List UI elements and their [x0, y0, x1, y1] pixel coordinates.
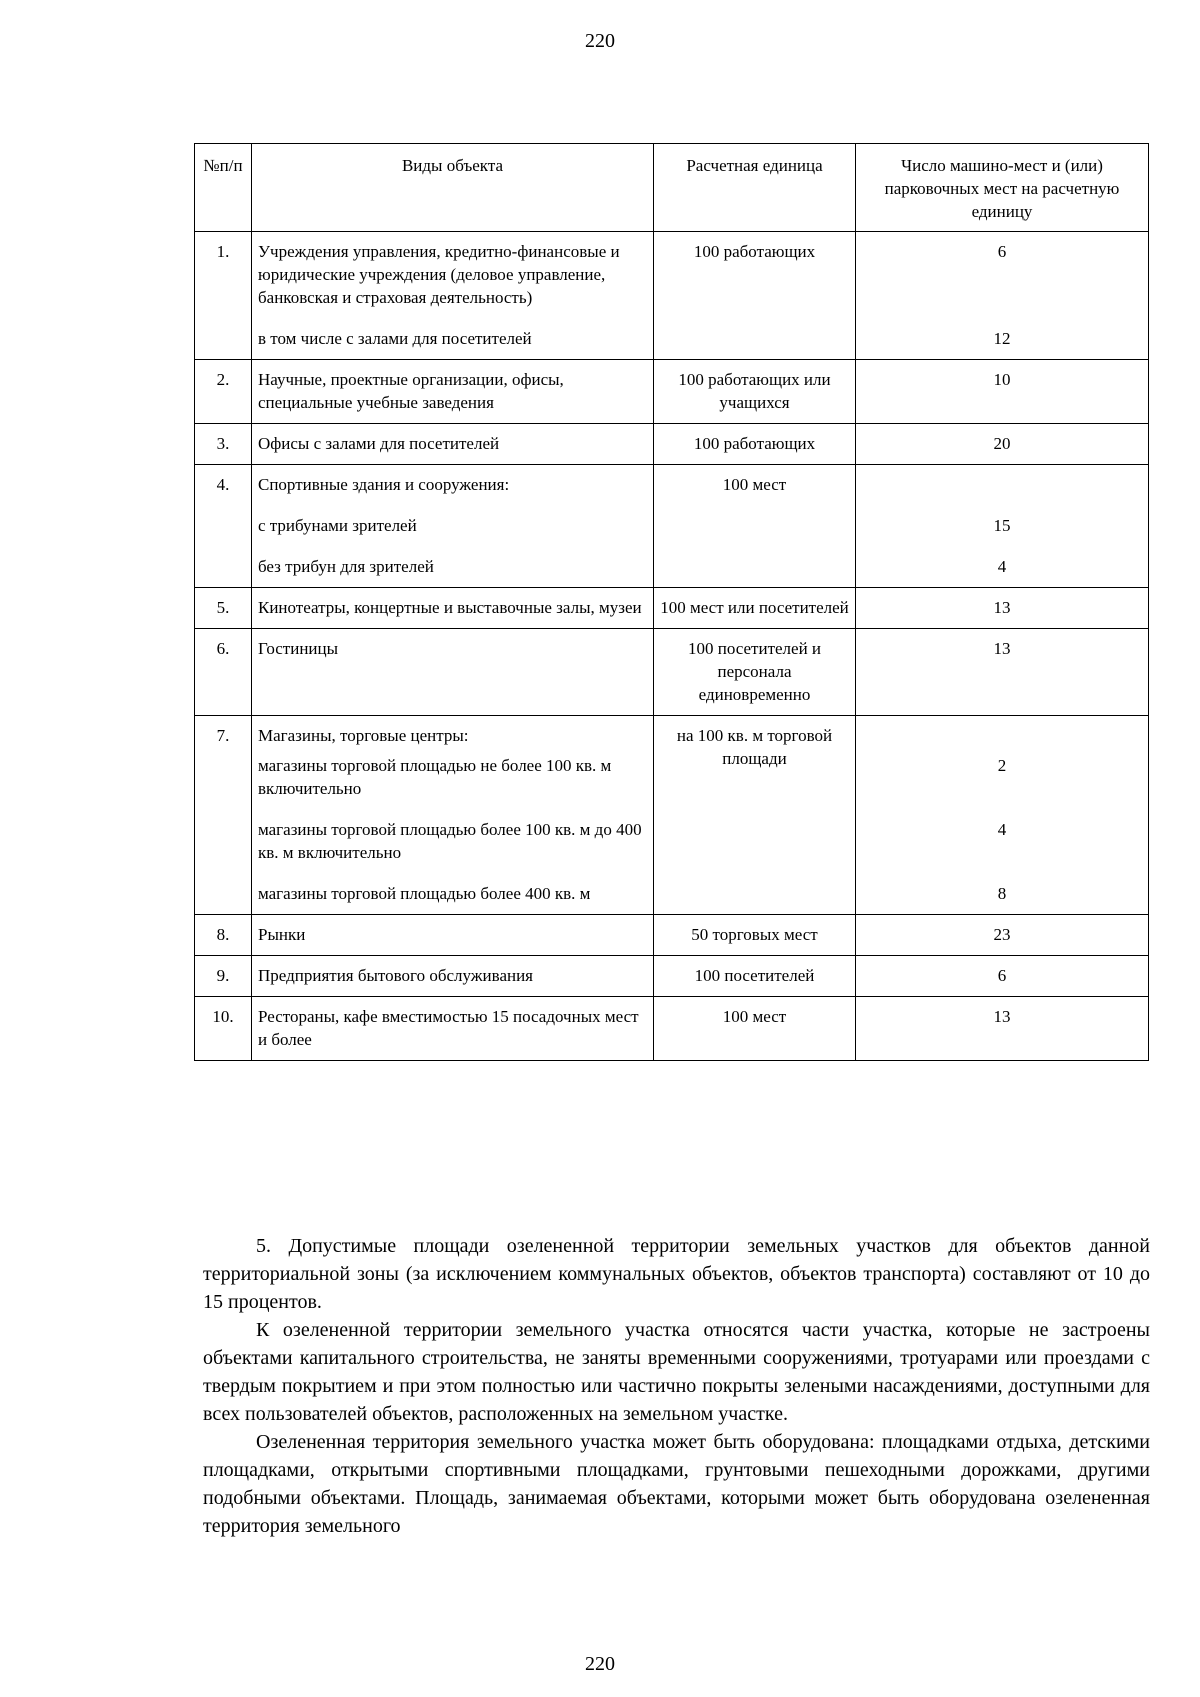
type-line: Предприятия бытового обслуживания: [258, 966, 534, 985]
row-unit: 100 работающих: [654, 424, 856, 465]
type-line: Офисы с залами для посетителей: [258, 434, 500, 453]
header-unit: Расчетная единица: [654, 144, 856, 232]
type-line: Учреждения управления, кредитно-финансовые и юридические учреждения (деловое управление, банковская и страховая деятельность): [258, 242, 620, 307]
value-line: 23: [993, 925, 1011, 944]
value-line: 4: [997, 820, 1007, 839]
table-row: [195, 915, 1149, 956]
row-type: [252, 915, 654, 956]
table-row: [195, 629, 1149, 716]
row-type: [252, 629, 654, 716]
value-line: 4: [997, 557, 1007, 576]
value-line: 15: [993, 516, 1011, 535]
page-number-top: 220: [585, 30, 615, 52]
value-line: 2: [997, 756, 1007, 775]
row-num: 10.: [195, 997, 252, 1061]
row-num: 8.: [195, 915, 252, 956]
value-line: 13: [993, 639, 1011, 658]
row-num: 4.: [195, 465, 252, 588]
row-values: [856, 588, 1149, 629]
value-line: 20: [993, 434, 1011, 453]
table-row: [195, 716, 1149, 915]
table-row: [195, 232, 1149, 360]
paragraph-green-area-equipment: Озелененная территория земельного участка может быть оборудована: площадками отдыха, детскими площадками, открытыми спортивными площадками, грунтовыми пешеходными дорожками, другими подобными объектами. Площадь, занимаемая объектами, которыми может быть оборудована озелененная территория земельного: [203, 1431, 1150, 1537]
value-line: 13: [993, 598, 1011, 617]
row-unit: 100 посетителей и персонала единовременно: [654, 629, 856, 716]
type-line: Магазины, торговые центры:: [258, 726, 469, 745]
value-line: [862, 724, 1142, 747]
row-unit: 50 торговых мест: [654, 915, 856, 956]
type-line: Научные, проектные организации, офисы, специальные учебные заведения: [258, 370, 564, 412]
row-num: 7.: [195, 716, 252, 915]
body-text: [203, 1232, 1150, 1540]
value-line: 6: [997, 242, 1007, 261]
row-num: 2.: [195, 360, 252, 424]
table-row: [195, 588, 1149, 629]
row-values: [856, 997, 1149, 1061]
row-type: [252, 716, 654, 915]
type-line: Спортивные здания и сооружения:: [258, 475, 510, 494]
type-line: Кинотеатры, концертные и выставочные залы, музеи: [258, 598, 642, 617]
table-row: [195, 997, 1149, 1061]
type-line: в том числе с залами для посетителей: [258, 329, 532, 348]
row-values: [856, 232, 1149, 360]
row-type: [252, 424, 654, 465]
row-unit: на 100 кв. м торговой площади: [654, 716, 856, 915]
row-unit: 100 работающих: [654, 232, 856, 360]
type-line: с трибунами зрителей: [258, 516, 417, 535]
value-line: 10: [993, 370, 1011, 389]
row-num: 6.: [195, 629, 252, 716]
row-unit: 100 мест: [654, 465, 856, 588]
row-values: [856, 629, 1149, 716]
paragraph-green-area-definition: К озелененной территории земельного участка относятся части участка, которые не застроены объектами капитального строительства, не заняты временными сооружениями, тротуарами или проездами с твердым покрытием и при этом полностью или частично покрыты зелеными насаждениями, доступными для всех пользователей объектов, расположенных на земельном участке.: [203, 1319, 1150, 1425]
table-row: [195, 956, 1149, 997]
paragraph-green-area-percent: 5. Допустимые площади озелененной территории земельных участков для объектов данной территориальной зоны (за исключением коммунальных объектов, объектов транспорта) составляют от 10 до 15 процентов.: [203, 1235, 1150, 1313]
page-number-bottom: 220: [585, 1653, 615, 1675]
row-values: [856, 716, 1149, 915]
header-parking-count: Число машино-мест и (или) парковочных мест на расчетную единицу: [856, 144, 1149, 232]
type-line: без трибун для зрителей: [258, 557, 434, 576]
row-type: [252, 465, 654, 588]
row-type: [252, 956, 654, 997]
value-line: 6: [997, 966, 1007, 985]
type-line: магазины торговой площадью более 100 кв. м до 400 кв. м включительно: [258, 820, 642, 862]
table-row: [195, 360, 1149, 424]
row-unit: 100 мест: [654, 997, 856, 1061]
row-unit: 100 посетителей: [654, 956, 856, 997]
table-header-row: [195, 144, 1149, 232]
table-row: [195, 424, 1149, 465]
type-line: магазины торговой площадью не более 100 кв. м включительно: [258, 756, 612, 798]
header-num: №п/п: [195, 144, 252, 232]
header-object-type: Виды объекта: [252, 144, 654, 232]
type-line: Гостиницы: [258, 639, 339, 658]
row-unit: 100 работающих или учащихся: [654, 360, 856, 424]
parking-norms-table: [194, 143, 1149, 1061]
value-line: 8: [997, 884, 1007, 903]
row-values: [856, 915, 1149, 956]
row-num: 1.: [195, 232, 252, 360]
row-type: [252, 997, 654, 1061]
type-line: Рестораны, кафе вместимостью 15 посадочных мест и более: [258, 1007, 639, 1049]
row-type: [252, 360, 654, 424]
table-row: [195, 465, 1149, 588]
row-values: [856, 424, 1149, 465]
row-unit: 100 мест или посетителей: [654, 588, 856, 629]
value-line: [862, 473, 1142, 496]
row-num: 3.: [195, 424, 252, 465]
value-line: 13: [993, 1007, 1011, 1026]
row-values: [856, 360, 1149, 424]
row-num: 9.: [195, 956, 252, 997]
row-num: 5.: [195, 588, 252, 629]
row-type: [252, 588, 654, 629]
row-values: [856, 465, 1149, 588]
value-line: 12: [993, 329, 1011, 348]
row-values: [856, 956, 1149, 997]
type-line: магазины торговой площадью более 400 кв. м: [258, 884, 591, 903]
type-line: Рынки: [258, 925, 306, 944]
row-type: [252, 232, 654, 360]
